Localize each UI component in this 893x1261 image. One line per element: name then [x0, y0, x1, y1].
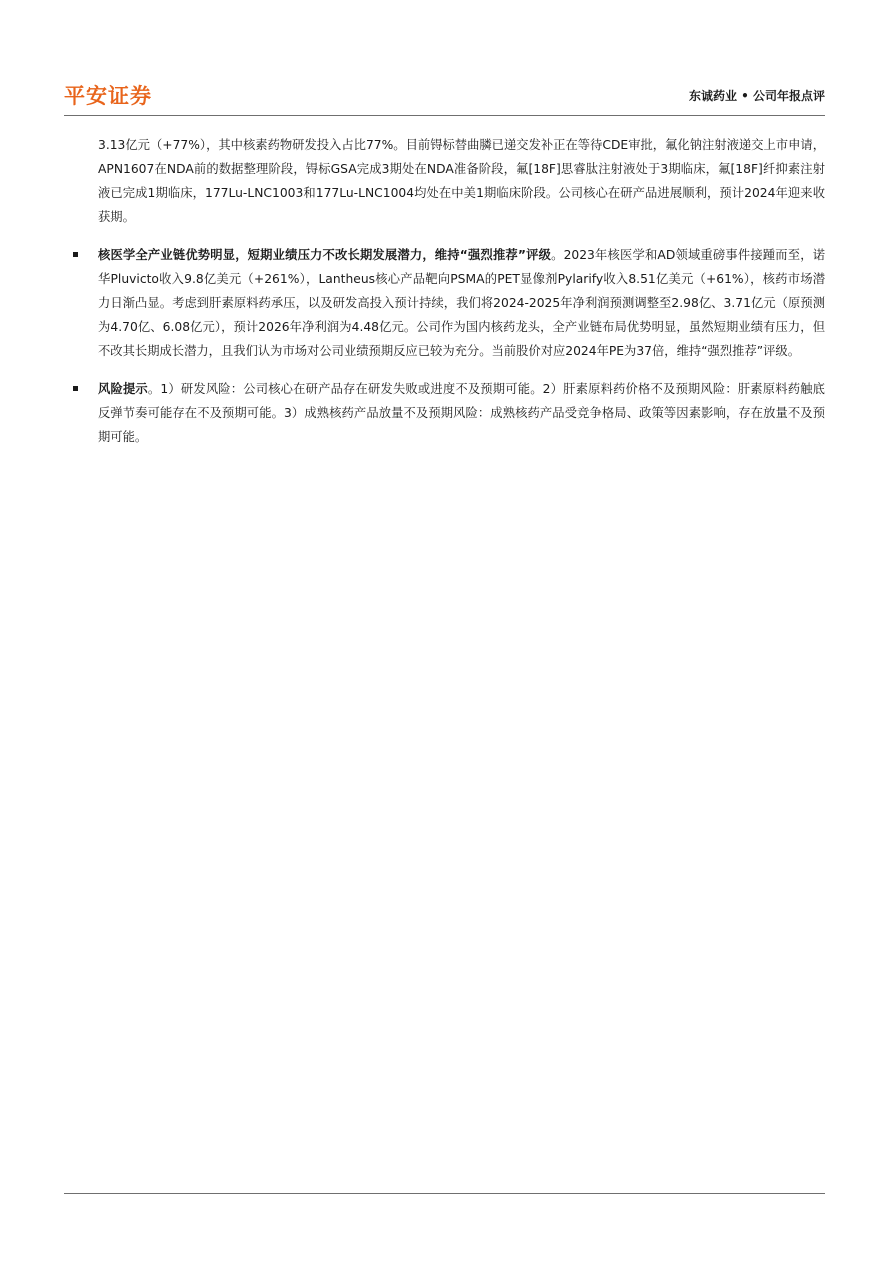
- bullet-paragraph-risk: [98, 377, 825, 449]
- report-section-title: 东诚药业 • 公司年报点评: [688, 89, 825, 103]
- bullet-body: 。2023年核医学和AD领域重磅事件接踵而至，诺华Pluvicto收入9.8亿美元（+261%），Lantheus核心产品靶向PSMA的PET显像剂Pylarify收入8.51亿美元（+61%），核药市场潜力日渐凸显。考虑到肝素原料药承压，以及研发高投入预计持续，我们将2024-2025年净利润预测调整至2.98亿、3.71亿元（原预测为4.70亿、6.08亿元），预计2026年净利润为4.48亿元。公司作为国内核药龙头，全产业链布局优势明显，虽然短期业绩有压力，但不改其长期成长潜力，且我们认为市场对公司业绩预期反应已较为充分。当前股价对应2024年PE为37倍，维持“强烈推荐”评级。: [98, 248, 825, 358]
- bullet-lead: 风险提示: [98, 382, 148, 396]
- report-body: [98, 133, 825, 449]
- bullet-body: 。1）研发风险：公司核心在研产品存在研发失败或进度不及预期可能。2）肝素原料药价格不及预期风险：肝素原料药触底反弹节奏可能存在不及预期可能。3）成熟核药产品放量不及预期风险：成熟核药产品受竞争格局、政策等因素影响，存在放量不及预期可能。: [98, 382, 825, 444]
- bullet-square-icon: [73, 252, 78, 257]
- continuation-paragraph: 3.13亿元（+77%），其中核素药物研发投入占比77%。目前锝标替曲膦已递交发补正在等待CDE审批，氟化钠注射液递交上市申请，APN1607在NDA前的数据整理阶段，锝标GSA完成3期处在NDA准备阶段，氟[18F]思睿肽注射液处于3期临床，氟[18F]纤抑素注射液已完成1期临床，177Lu-LNC1003和177Lu-LNC1004均处在中美1期临床阶段。公司核心在研产品进展顺利，预计2024年迎来收获期。: [98, 138, 825, 224]
- footer-divider: [64, 1193, 825, 1194]
- header-divider: [64, 115, 825, 116]
- brand-logo: 平安证券: [64, 84, 152, 108]
- bullet-paragraph-nuclear-medicine: [98, 243, 825, 363]
- bullet-lead: 核医学全产业链优势明显，短期业绩压力不改长期发展潜力，维持“强烈推荐”评级: [98, 248, 552, 262]
- bullet-square-icon: [73, 386, 78, 391]
- page-header: [64, 80, 825, 116]
